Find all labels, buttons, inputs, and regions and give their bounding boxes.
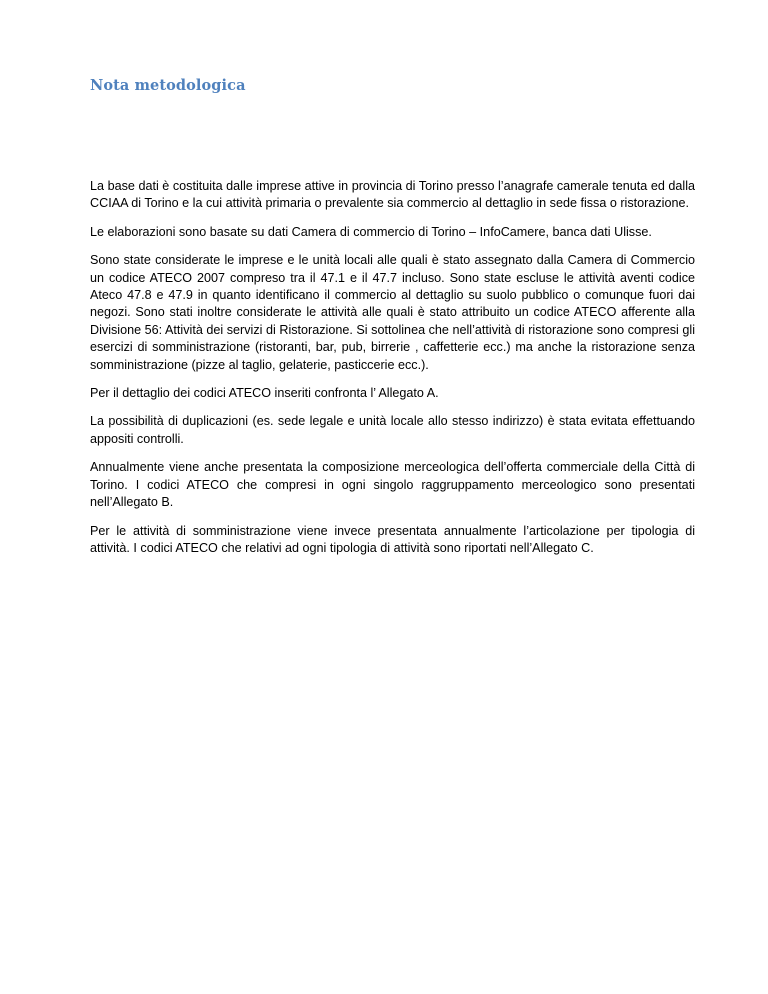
paragraph-elaborations: Le elaborazioni sono basate su dati Camera di commercio di Torino – InfoCamere, banca dati Ulisse. [90, 224, 652, 239]
paragraph-allegato-b: Annualmente viene anche presentata la composizione merceologica dell’offerta commerciale della Città di Torino. I codici ATECO che compresi in ogni singolo raggruppamento merceologico sono presentati nell’Allegato B. [90, 460, 695, 510]
paragraph-ateco-criteria: Sono state considerate le imprese e le unità locali alle quali è stato assegnato dalla Camera di Commercio un codice ATECO 2007 compreso tra il 47.1 e il 47.7 incluso. Sono state escluse le attività aventi codice Ateco 47.8 e 47.9 in quanto identificano il commercio al dettaglio su suolo pubblico o comunque fuori dai negozi. Sono stati inoltre considerate le attività alle quali è stato attribuito un codice ATECO afferente alla Divisione 56: Attività dei servizi di Ristorazione. Si sottolinea che nell’attività di ristorazione sono compresi gli esercizi di somministrazione (ristoranti, bar, pub, birrerie , caffetterie ecc.) ma anche la ristorazione senza somministrazione (pizze al taglio, gelaterie, pasticcerie ecc.). [90, 253, 695, 372]
paragraph-duplicates: La possibilità di duplicazioni (es. sede legale e unità locale allo stesso indirizzo) è stata evitata effettuando appositi controlli. [90, 414, 695, 446]
paragraph-allegato-c: Per le attività di somministrazione viene invece presentata annualmente l’articolazione per tipologia di attività. I codici ATECO che relativi ad ogni tipologia di attività sono riportati nell’Allegato C. [90, 523, 695, 555]
page-title: Nota metodologica [90, 77, 246, 94]
document-body [90, 178, 695, 568]
paragraph-allegato-a: Per il dettaglio dei codici ATECO inseriti confronta l’ Allegato A. [90, 386, 439, 401]
paragraph-data-source: La base dati è costituita dalle imprese attive in provincia di Torino presso l’anagrafe camerale tenuta ed dalla CCIAA di Torino e la cui attività primaria o prevalente sia commercio al dettaglio in sede fissa o ristorazione. [90, 179, 695, 211]
